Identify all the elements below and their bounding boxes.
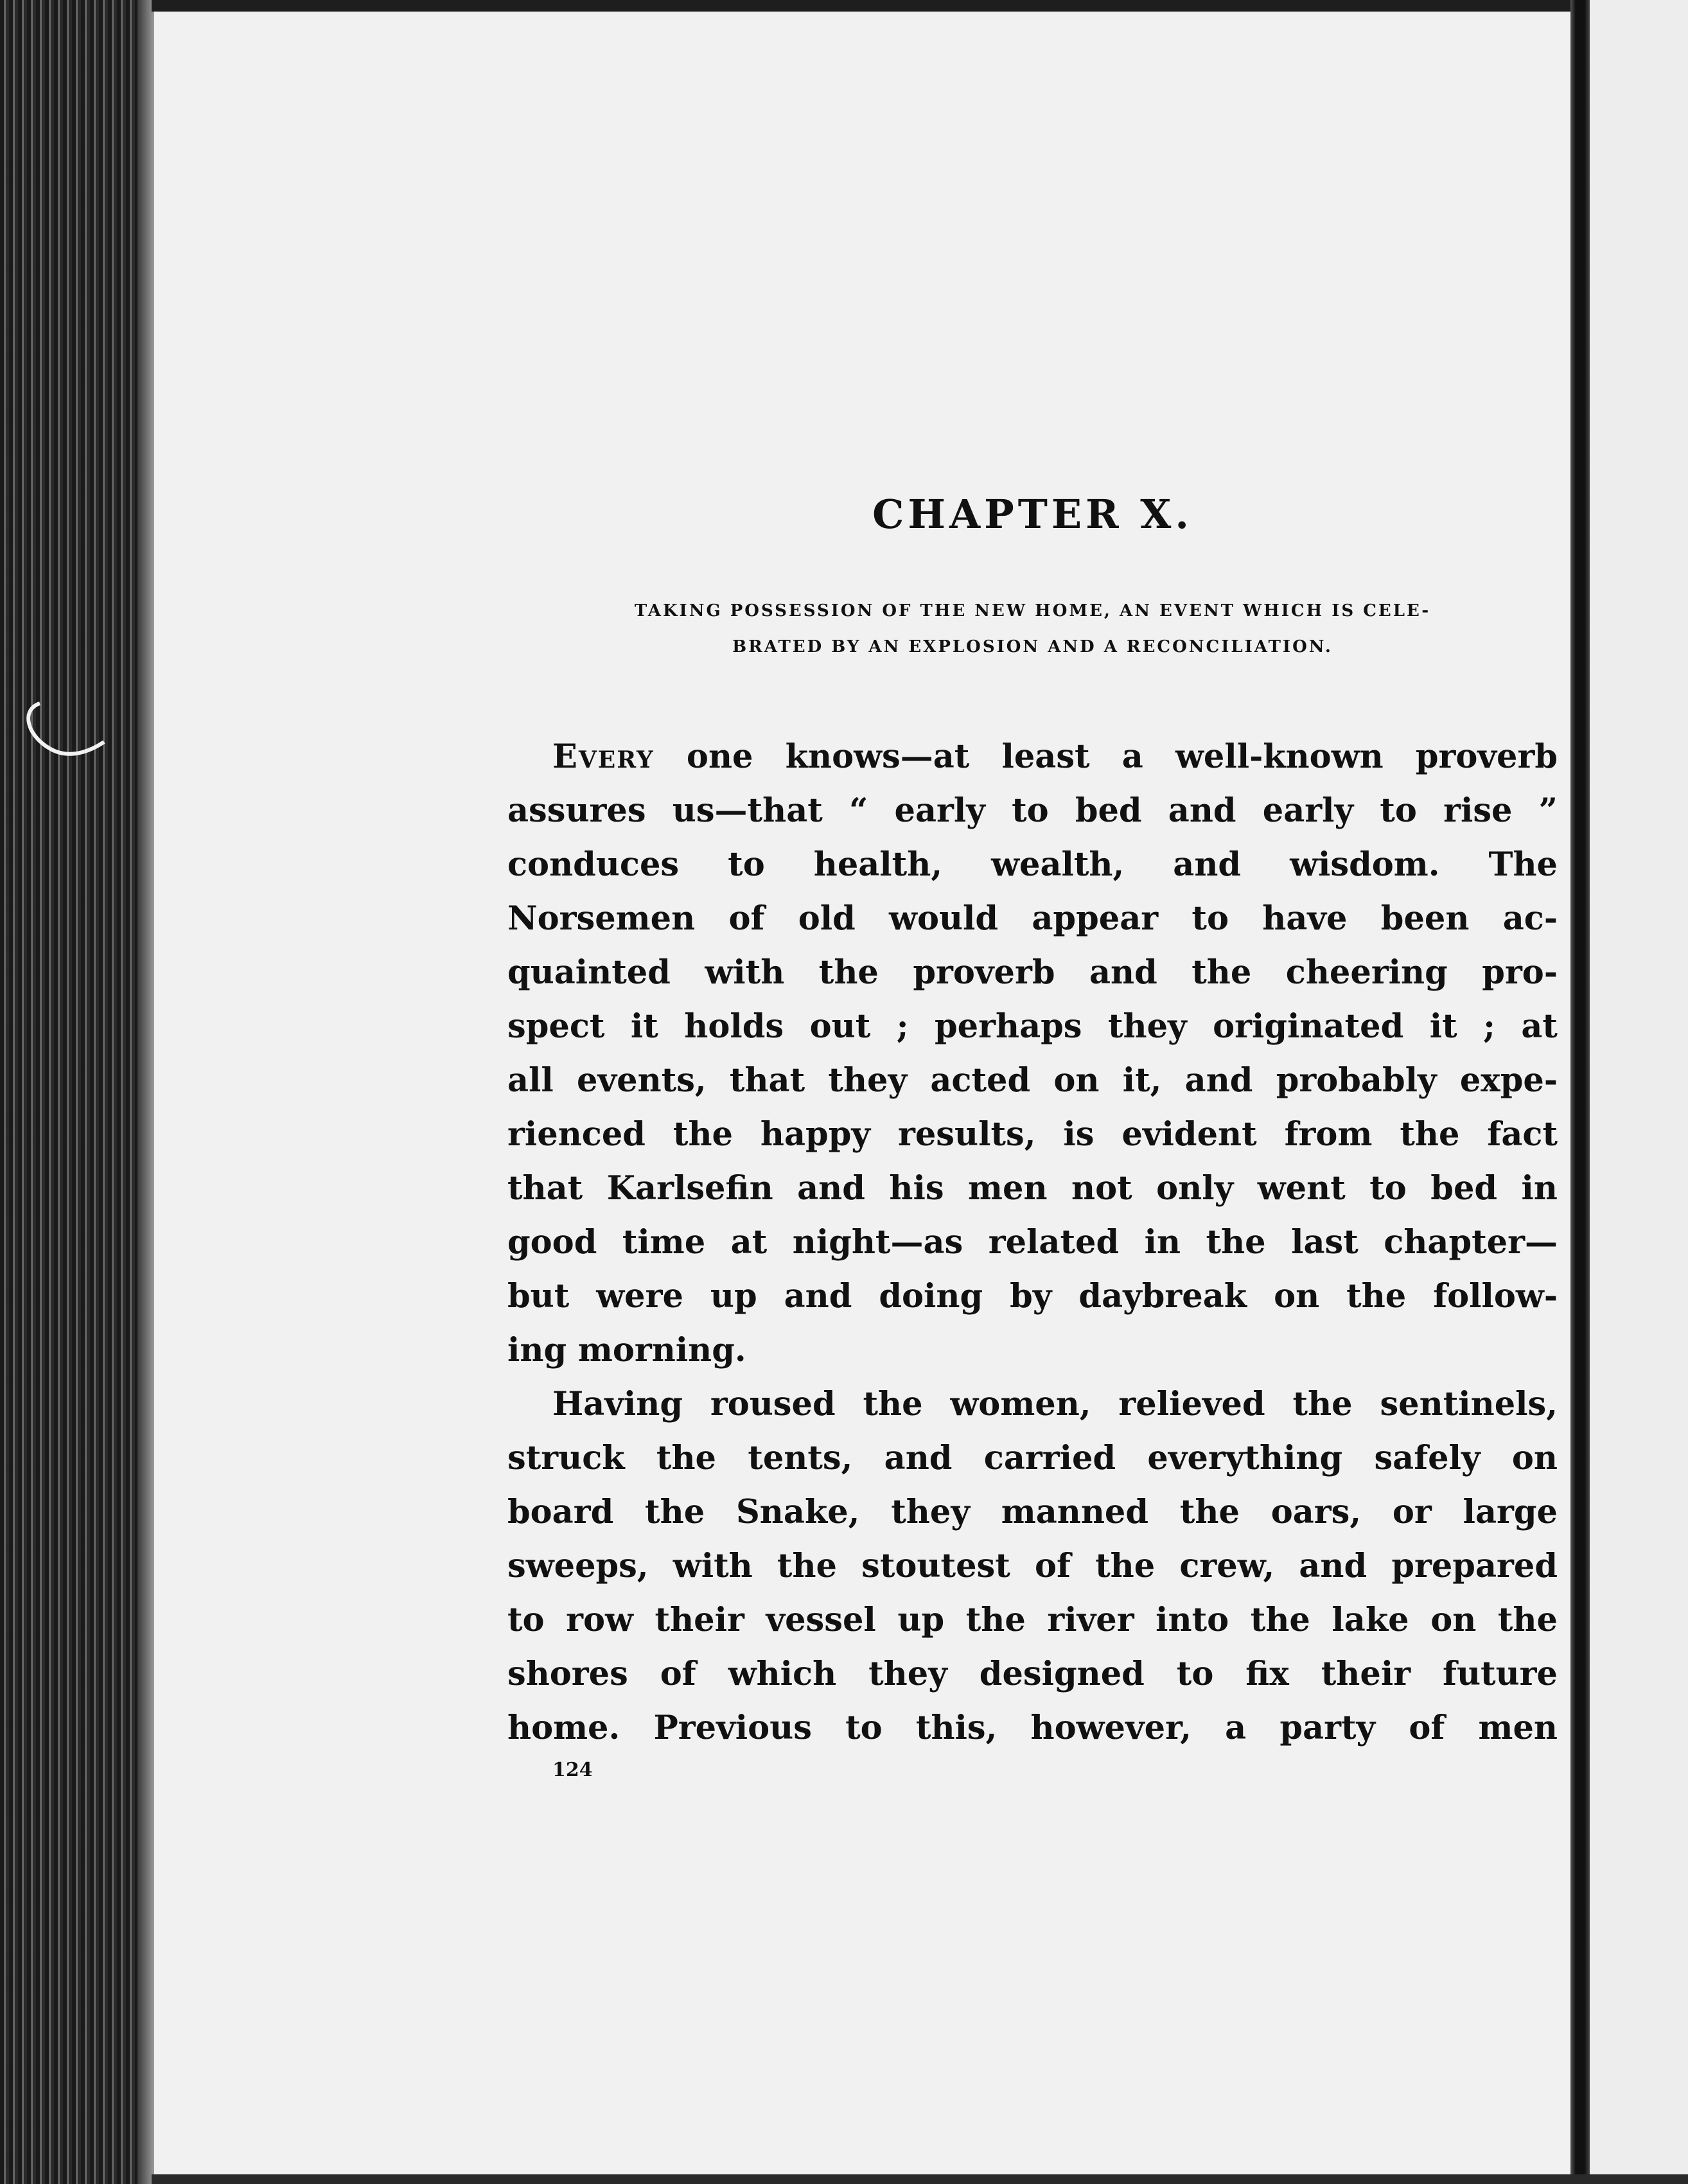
- text-line: spect it holds out ; perhaps they originated it ; at: [507, 1007, 1558, 1046]
- page-top-edge: [152, 0, 1688, 12]
- text-line: rienced the happy results, is evident from the fact: [507, 1115, 1558, 1154]
- text-line: board the Snake, they manned the oars, or large: [507, 1493, 1558, 1531]
- margin-bracket-mark: [14, 697, 110, 768]
- page-number: 124: [552, 1759, 593, 1781]
- text-line: good time at night—as related in the last chapter—: [507, 1223, 1558, 1262]
- text-line-rest: one knows—at least a well-known proverb: [654, 737, 1558, 776]
- text-line: struck the tents, and carried everything safely on: [507, 1439, 1558, 1477]
- text-line: assures us—that “ early to bed and early to rise ”: [507, 791, 1558, 830]
- text-line: Norsemen of old would appear to have been ac-: [507, 899, 1558, 938]
- text-line: [507, 730, 1558, 784]
- text-line: conduces to health, wealth, and wisdom. The: [507, 845, 1558, 884]
- text-line: sweeps, with the stoutest of the crew, and prepared: [507, 1547, 1558, 1585]
- page-right-edge: [1570, 0, 1590, 2184]
- text-line: home. Previous to this, however, a party of men: [507, 1709, 1558, 1747]
- text-line: Having roused the women, relieved the sentinels,: [552, 1385, 1558, 1423]
- page-bottom-edge: [152, 2174, 1688, 2184]
- text-line: to row their vessel up the river into the lake on the: [507, 1601, 1558, 1639]
- text-line: all events, that they acted on it, and probably expe-: [507, 1061, 1558, 1100]
- book-binding-edge: [0, 0, 154, 2184]
- chapter-synopsis: [507, 593, 1558, 665]
- text-line: but were up and doing by daybreak on the follow-: [507, 1277, 1558, 1316]
- synopsis-line: TAKING POSSESSION OF THE NEW HOME, AN EVENT WHICH IS CELE-: [634, 601, 1431, 621]
- text-line: shores of which they designed to fix their future: [507, 1655, 1558, 1693]
- chapter-title: CHAPTER X.: [872, 491, 1193, 538]
- book-page: [154, 12, 1570, 2174]
- synopsis-line: BRATED BY AN EXPLOSION AND A RECONCILIATION.: [732, 637, 1333, 656]
- drop-first-word: Every: [552, 737, 655, 776]
- chapter-body-text: [507, 730, 1558, 1755]
- text-line: ing morning.: [507, 1331, 746, 1369]
- text-line: that Karlsefin and his men not only went to bed in: [507, 1169, 1558, 1208]
- text-line: quainted with the proverb and the cheering pro-: [507, 953, 1558, 992]
- right-scan-margin: [1590, 0, 1688, 2184]
